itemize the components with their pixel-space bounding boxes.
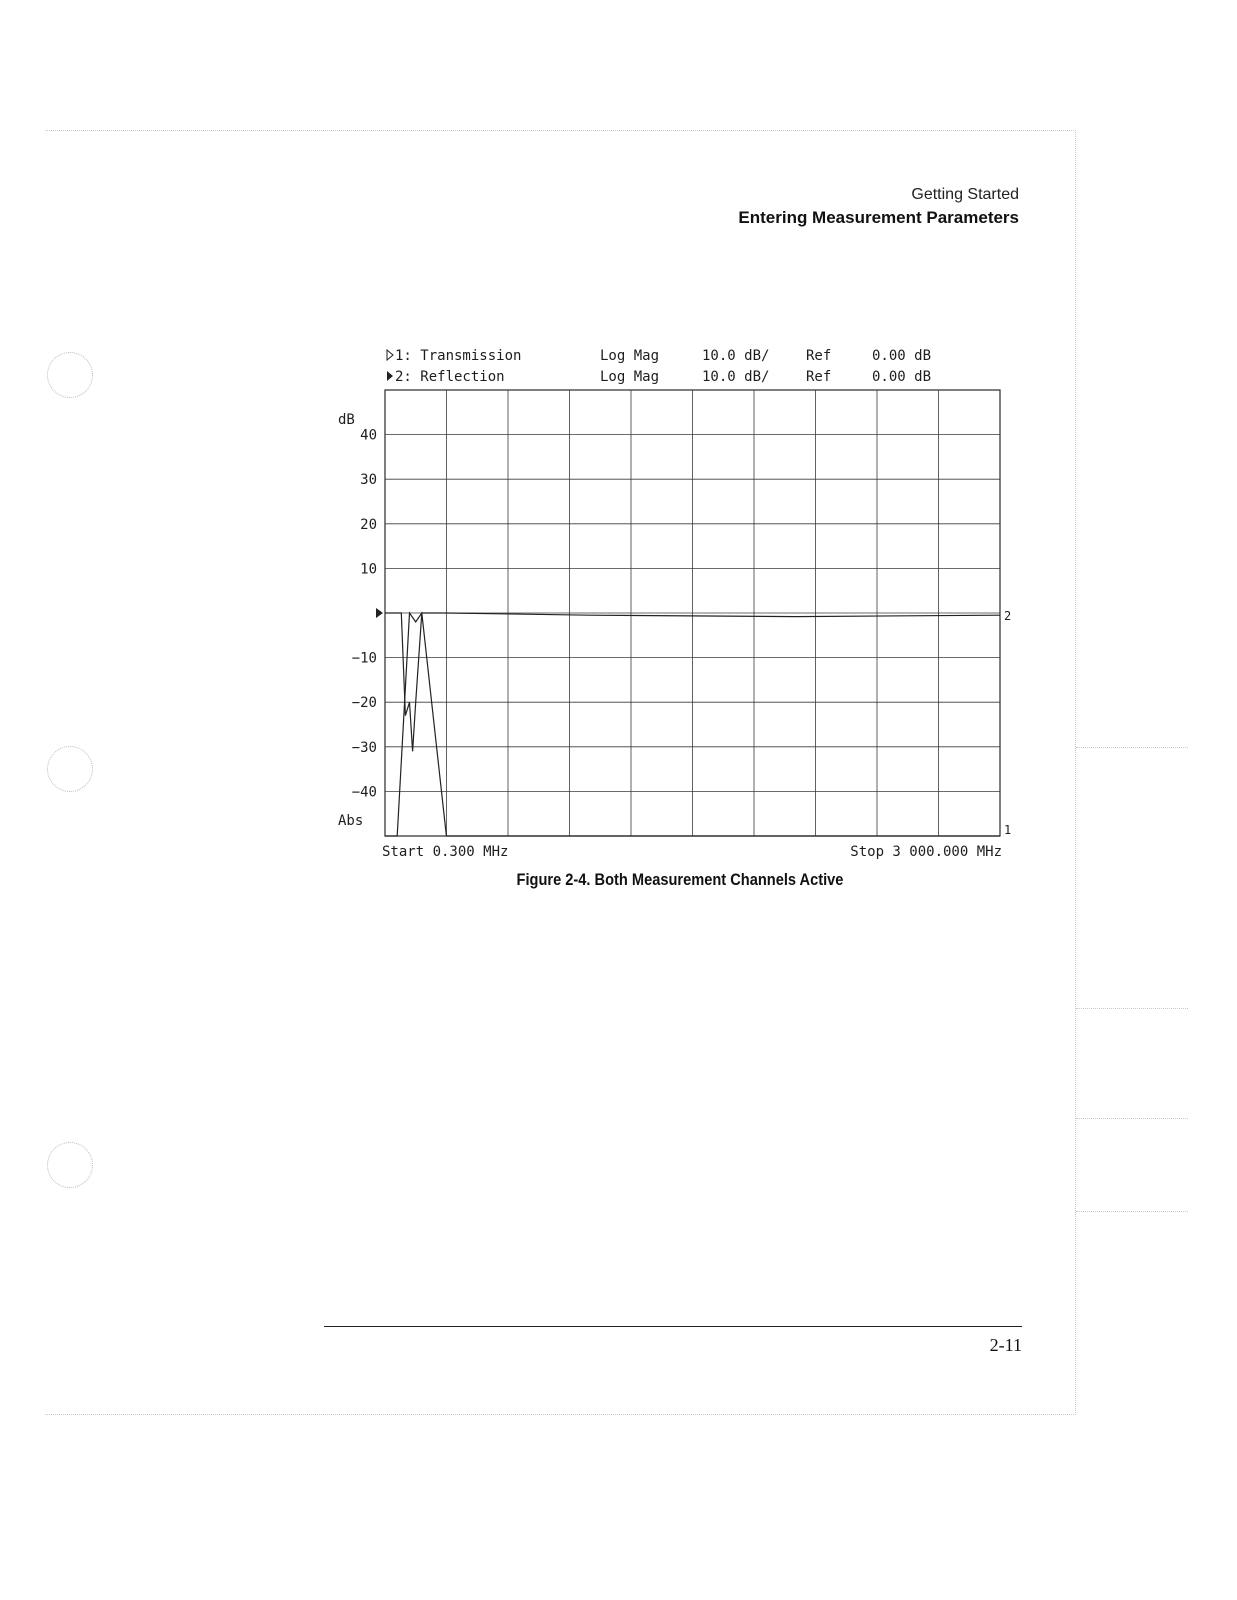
channel-scale: 10.0 dB/ [702,348,770,364]
trace-end-marker: 1 [1004,823,1012,837]
y-tick-label: 40 [360,427,377,444]
channel-format: Log Mag [600,369,660,385]
channel-ref-label: Ref [806,348,832,364]
channel-ref-label: Ref [806,369,832,385]
channel-label: 2: Reflection [395,369,505,385]
y-tick-label: 30 [360,472,377,489]
traces [385,609,1011,837]
channel-format: Log Mag [600,348,660,364]
active-channel-indicator [387,371,393,381]
reference-position-marker [376,608,383,618]
inactive-channel-indicator [387,350,393,360]
start-frequency-label: Start 0.300 MHz [382,844,509,860]
channel-annotations [387,348,931,385]
abs-label: Abs [338,813,364,829]
y-tick-label: −40 [351,784,377,801]
y-tick-label: −20 [351,695,377,712]
y-axis-unit: dB [338,412,355,428]
y-tick-label: −30 [351,739,377,756]
network-analyzer-display [330,340,1030,870]
channel-ref-value: 0.00 dB [872,348,932,364]
punch-hole [47,352,93,398]
punch-hole [47,1142,93,1188]
punch-hole [47,746,93,792]
channel-ref-value: 0.00 dB [872,369,932,385]
tab-divider [1076,1118,1188,1119]
running-header [738,184,1019,230]
tab-divider [1076,747,1188,748]
channel-label: 1: Transmission [395,348,522,364]
figure-caption: Figure 2-4. Both Measurement Channels Active [516,870,844,889]
page-number: 2-11 [989,1335,1022,1355]
footer-rule [324,1326,1022,1327]
trace-plot [330,340,1030,870]
tab-divider [1076,1211,1188,1212]
section-title: Getting Started [911,186,1019,203]
y-tick-label: 10 [360,561,377,578]
channel-scale: 10.0 dB/ [702,369,770,385]
y-tick-label: 20 [360,516,377,533]
trace-end-marker: 2 [1004,609,1012,624]
y-tick-label: −10 [351,650,377,667]
subsection-title: Entering Measurement Parameters [738,208,1019,227]
stop-frequency-label: Stop 3 000.000 MHz [850,844,1002,860]
tab-divider [1076,1008,1188,1009]
